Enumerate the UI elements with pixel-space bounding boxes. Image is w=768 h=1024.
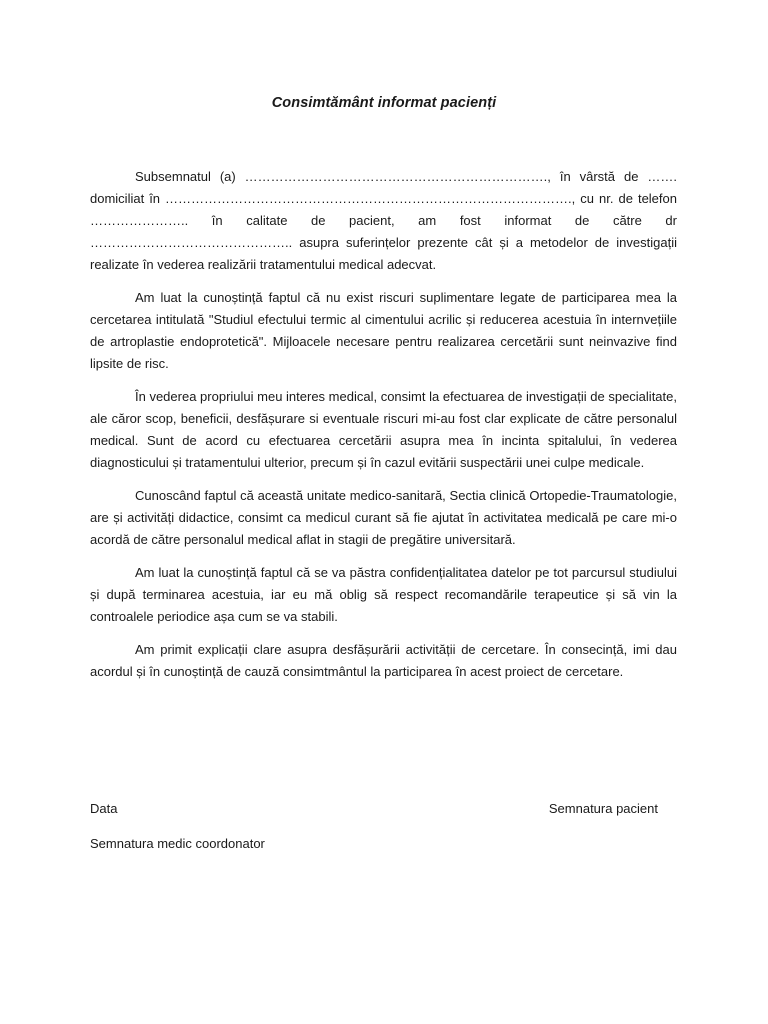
date-label: Data xyxy=(90,801,118,816)
doctor-signature-label: Semnatura medic coordonator xyxy=(90,836,265,851)
paragraph-final-consent: Am primit explicații clare asupra desfășurării activității de cercetare. În consecință, imi dau acordul și în cunoștință de cauză consimtmântul la participarea în acest proiect de cercetare. xyxy=(90,642,677,679)
paragraph-consent-investigations: În vederea propriului meu interes medical, consimt la efectuarea de investigații de specialitate, ale căror scop, beneficii, desfășurare si eventuale riscuri mi-au fost clar explicate de către personalul medical. Sunt de acord cu efectuarea cercetării asupra mea în incinta spitalului, în vederea diagnosticului și tratamentului ulterior, precum și în cazul evitării suspectării unei culpe medicale. xyxy=(90,389,677,470)
paragraph-confidentiality: Am luat la cunoștință faptul că se va păstra confidențialitatea datelor pe tot parcursul studiului și după terminarea acestuia, iar eu mă oblig să respect recomandările terapeutice și să vin la controalele periodice așa cum se va stabili. xyxy=(90,565,677,624)
document-title: Consimtământ informat pacienți xyxy=(271,95,497,111)
paragraph-research-risks: Am luat la cunoștință faptul că nu exist riscuri suplimentare legate de participarea mea la cercetarea intitulată "Studiul efectului termic al cimentului acrilic și reducerea acestuia în internvețiile de artroplastie endoprotetică". Mijloacele necesare pentru realizarea cercetării sunt neinvazive find lipsite de risc. xyxy=(90,290,677,371)
paragraph-patient-identity: Subsemnatul (a) ……………………………………………………………., în vârstă de ……. domiciliat în …………………………………………………………………………………., cu nr. de telefon ………………….. în calitate de pacient, am fost informat de către dr ……………………………………….. asupra suferințelor prezente cât și a metodelor de investigații realizate în vederea realizării tratamentului medical adecvat. xyxy=(90,169,677,272)
paragraph-didactic-activity: Cunoscând faptul că această unitate medico-sanitară, Sectia clinică Ortopedie-Traumatologie, are și activități didactice, consimt ca medicul curant să fie ajutat în activitatea medicală pe care mi-o acordă de către personalul medical aflat in stagii de pregătire universitară. xyxy=(90,488,677,547)
document-body xyxy=(90,166,677,694)
patient-signature-label: Semnatura pacient xyxy=(548,801,658,816)
